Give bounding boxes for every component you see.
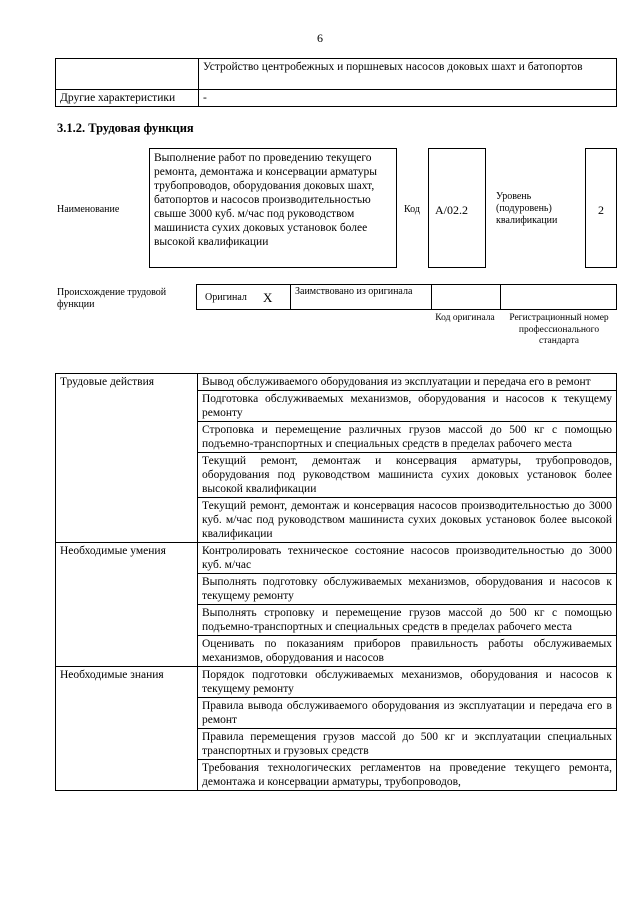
origin-label: Происхождение трудовой функции: [57, 287, 167, 310]
table-cell: Строповка и перемещение различных грузов массой до 500 кг с помощью подъемно-транспортных и специальных средств в пределах рабочего места: [198, 422, 617, 453]
other-characteristics-value: -: [199, 90, 617, 107]
borrowed-cell: [291, 285, 432, 309]
table-cell: Контролировать техническое состояние насосов производительностью до 3000 куб. м/час: [198, 543, 617, 574]
original-label: Оригинал: [205, 292, 247, 303]
level-value: 2: [598, 203, 604, 217]
top-table-empty-cell: [56, 59, 199, 90]
code-label: Код: [404, 204, 420, 215]
table-cell: Выполнять подготовку обслуживаемых механизмов, оборудования и насосов к текущему ремонту: [198, 574, 617, 605]
borrowed-label: Заимствовано из оригинала: [295, 286, 413, 297]
table-cell: Правила перемещения грузов массой до 500 кг и эксплуатации специальных транспортных и грузовых средств: [198, 729, 617, 760]
function-name-box: [149, 148, 397, 268]
table-cell: Текущий ремонт, демонтаж и консервация насосов производительностью до 3000 куб. м/час под руководством машиниста сухих доковых установок более высокой квалификации: [198, 498, 617, 543]
function-name-text: Выполнение работ по проведению текущего ремонта, демонтажа и консервации арматуры трубопроводов, оборудования доковых шахт, батопортов и насосов производительностью свыше 3000 куб. м/час под руководством машиниста сухих доковых установок более высокой квалификации: [154, 152, 377, 248]
code-caption: Код оригинала: [435, 313, 495, 323]
table-cell: Вывод обслуживаемого оборудования из эксплуатации и передача его в ремонт: [198, 374, 617, 391]
level-box: [585, 148, 617, 268]
reg-caption: Регистрационный номер профессионального стандарта: [509, 313, 609, 346]
table-cell: Порядок подготовки обслуживаемых механизмов, оборудования и насосов к текущему ремонту: [198, 667, 617, 698]
code-box: [428, 148, 486, 268]
group-label: Необходимые умения: [56, 543, 198, 667]
name-label: Наименование: [57, 204, 120, 215]
table-row: [56, 667, 617, 698]
group-label: Трудовые действия: [56, 374, 198, 543]
table-cell: Подготовка обслуживаемых механизмов, оборудования и насосов к текущему ремонту: [198, 391, 617, 422]
table-cell: Выполнять строповку и перемещение грузов массой до 500 кг с помощью подъемно-транспортных и специальных средств в пределах рабочего места: [198, 605, 617, 636]
original-code-cell: [432, 285, 501, 309]
reg-number-cell: [501, 285, 616, 309]
origin-row: [196, 284, 617, 310]
table-cell: Текущий ремонт, демонтаж и консервация арматуры, трубопроводов, оборудования под руководством машиниста сухих доковых установок более высокой квалификации: [198, 453, 617, 498]
table-cell: Правила вывода обслуживаемого оборудования из эксплуатации и передача его в ремонт: [198, 698, 617, 729]
other-characteristics-label: Другие характеристики: [56, 90, 199, 107]
labor-function-table: [55, 373, 617, 791]
section-title: 3.1.2. Трудовая функция: [57, 121, 194, 135]
table-cell: Оценивать по показаниям приборов правильность работы обслуживаемых механизмов, оборудования и насосов: [198, 636, 617, 667]
level-label: Уровень (подуровень) квалификации: [496, 191, 558, 226]
group-label: Необходимые знания: [56, 667, 198, 791]
top-table-row1-text: Устройство центробежных и поршневых насосов доковых шахт и батопортов: [199, 59, 617, 90]
table-row: [56, 374, 617, 391]
page-number: 6: [317, 31, 323, 45]
original-mark: X: [263, 290, 273, 305]
code-value: A/02.2: [435, 203, 468, 217]
original-cell: [197, 285, 291, 309]
table-row: [56, 543, 617, 574]
top-table: [55, 58, 617, 107]
table-cell: Требования технологических регламентов на проведение текущего ремонта, демонтажа и консервации арматуры, трубопроводов,: [198, 760, 617, 791]
